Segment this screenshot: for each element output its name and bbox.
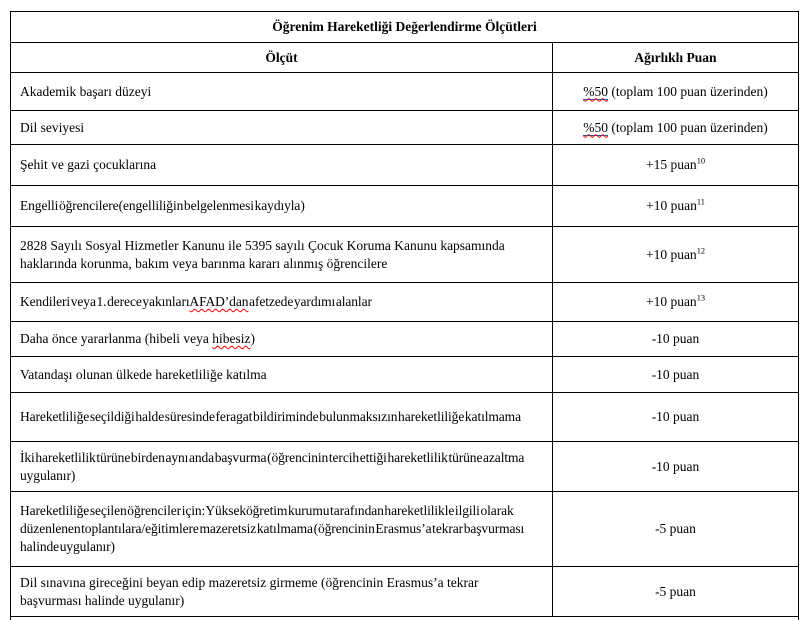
misspelled-word: AFAD’dan	[189, 294, 249, 310]
weight-cell	[553, 111, 799, 145]
criterion-text: 2828 Sayılı Sosyal Hizmetler Kanunu ile 5395 sayılı Çocuk Koruma Kanunu kapsamında haklarında korunma, bakım veya barınma kararı alınmış öğrencilere	[20, 237, 505, 271]
weight-text: (toplam 100 puan üzerinden)	[608, 119, 768, 135]
criterion-cell	[11, 227, 553, 283]
partial-next-row	[11, 617, 799, 620]
table-row	[11, 186, 799, 227]
weight-text: +10 puan	[645, 294, 697, 310]
footnote-superscript: 11	[696, 197, 705, 207]
weight-cell	[553, 322, 799, 357]
weight-text: -5 puan	[655, 521, 696, 537]
table-row	[11, 111, 799, 145]
weight-text: +10 puan	[646, 198, 697, 214]
criterion-cell	[11, 145, 553, 186]
table-row	[11, 283, 799, 322]
criterion-text: Akademik başarı düzeyi	[20, 83, 152, 99]
criterion-cell	[11, 111, 553, 145]
table-title-row	[11, 12, 799, 43]
criterion-cell	[11, 357, 553, 393]
criterion-cell	[11, 393, 553, 442]
footnote-superscript: 12	[696, 246, 706, 256]
criterion-text: Engelli öğrencilere(engelliliğin belgelenmesi kaydıyla)	[20, 198, 305, 214]
criterion-cell	[11, 73, 553, 111]
table-row	[11, 567, 799, 617]
table-row	[11, 322, 799, 357]
table-header-row	[11, 43, 799, 73]
footnote-superscript: 13	[696, 293, 706, 303]
table-row	[11, 492, 799, 567]
criterion-text: afetzede yardımı alanlar	[248, 294, 372, 310]
weight-text: -10 puan	[651, 458, 700, 474]
table-row	[11, 227, 799, 283]
footnote-superscript: 10	[696, 156, 706, 166]
criterion-cell	[11, 492, 553, 567]
weight-cell	[553, 145, 799, 186]
weight-text: -10 puan	[651, 409, 700, 425]
table-row	[11, 393, 799, 442]
weight-cell	[553, 492, 799, 567]
criteria-table-body	[11, 12, 799, 620]
criterion-cell	[11, 283, 553, 322]
column-header-criterion: Ölçüt	[11, 43, 553, 73]
table-title: Öğrenim Hareketliği Değerlendirme Ölçütleri	[11, 12, 799, 43]
weight-cell	[553, 283, 799, 322]
percent-link[interactable]: %50	[583, 119, 609, 135]
weight-text: (toplam 100 puan üzerinden)	[608, 83, 768, 99]
criterion-cell	[11, 186, 553, 227]
criterion-text: Vatandaşı olunan ülkede hareketliliğe katılma	[20, 366, 267, 382]
table-row	[11, 73, 799, 111]
weight-text: -10 puan	[651, 331, 700, 347]
column-header-weight: Ağırlıklı Puan	[553, 43, 799, 73]
weight-text: -5 puan	[655, 583, 696, 599]
table-row	[11, 357, 799, 393]
weight-cell	[553, 442, 799, 492]
weight-text: +15 puan	[645, 157, 697, 173]
criterion-text: Hareketliliğe seçildiği halde süresinde feragat bildiriminde bulunmaksızın hareketliliğe katılmama	[20, 409, 521, 425]
criterion-text: İki hareketlilik türüne birden aynı anda başvurma (öğrencinin tercih ettiği hareketlilik türüne azaltma uygulanır)	[20, 449, 525, 483]
weight-text: -10 puan	[651, 366, 700, 382]
table-row	[11, 442, 799, 492]
weight-cell	[553, 186, 799, 227]
criterion-text: Kendileri veya 1. derece yakınları	[20, 294, 190, 310]
criteria-table	[10, 11, 799, 620]
weight-cell	[553, 357, 799, 393]
weight-cell	[553, 393, 799, 442]
weight-cell	[553, 567, 799, 617]
partial-next-row-cell	[11, 617, 799, 620]
criterion-text: Şehit ve gazi çocuklarına	[20, 157, 157, 173]
misspelled-word: hibesiz	[212, 331, 251, 347]
criterion-text: Hareketliliğe seçilen öğrenciler için: Yükseköğretim kurumu tarafından hareketlilikle ilgili olarak düzenlenen toplantılara/eğitimlere mazeretsiz katılmama (öğrencinin Erasmus’a tekrar başvurması halinde uygulanır)	[20, 503, 525, 554]
criterion-text: )	[250, 331, 256, 347]
table-row	[11, 145, 799, 186]
weight-cell	[553, 227, 799, 283]
criterion-text: Dil seviyesi	[20, 119, 85, 135]
criterion-text: Daha önce yararlanma (hibeli veya	[20, 331, 213, 347]
criterion-text: Dil sınavına gireceğini beyan edip mazeretsiz girmeme (öğrencinin Erasmus’a tekrar başvurması halinde uygulanır)	[20, 574, 479, 608]
weight-cell	[553, 73, 799, 111]
criterion-cell	[11, 442, 553, 492]
criterion-cell	[11, 322, 553, 357]
criterion-cell	[11, 567, 553, 617]
percent-link[interactable]: %50	[583, 83, 609, 99]
weight-text: +10 puan	[645, 246, 697, 262]
